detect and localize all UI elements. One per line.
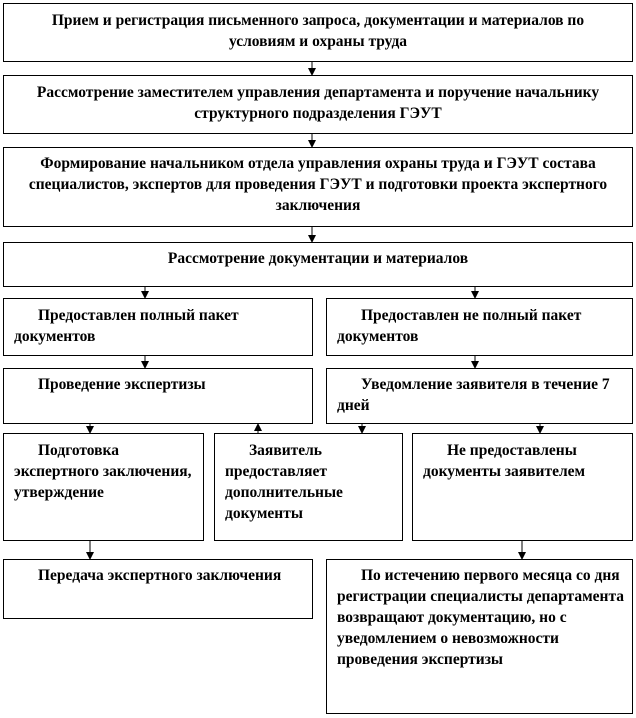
step-deputy-review	[3, 75, 633, 134]
step-deputy-review-text: Рассмотрение заместителем управления департамента и поручение начальнику структурного подразделения ГЭУТ	[36, 84, 600, 122]
step-form-experts-text: Формирование начальником отдела управления охраны труда и ГЭУТ состава специалистов, экспертов для проведения ГЭУТ и подготовки проекта экспертного заключения	[28, 155, 608, 214]
expertise-text: Проведение экспертизы	[38, 376, 206, 393]
full-package-text: Предоставлен полный пакет документов	[14, 307, 239, 345]
step-review-docs	[3, 242, 633, 287]
step-review-docs-text: Рассмотрение документации и материалов	[167, 250, 469, 267]
return-docs-text: По истечению первого месяца со дня регистрации специалисты департамента возвращают документацию, но с уведомлением о невозможности проведения экспертизы	[337, 567, 625, 668]
partial-package-box	[326, 298, 633, 356]
applicant-additional-docs-text: Заявитель предоставляет дополнительные документы	[225, 442, 343, 522]
expertise-box	[3, 368, 313, 424]
partial-package-text: Предоставлен не полный пакет документов	[337, 307, 582, 345]
notify-applicant-text: Уведомление заявителя в течение 7 дней	[337, 376, 610, 414]
step-form-experts	[3, 147, 633, 227]
transfer-conclusion-text: Передача экспертного заключения	[38, 567, 282, 584]
transfer-conclusion-box	[3, 559, 313, 619]
full-package-box	[3, 298, 313, 356]
notify-applicant-box	[326, 368, 633, 424]
prepare-conclusion-text: Подготовка экспертного заключения, утверждение	[14, 442, 192, 501]
step-receive-registration	[3, 3, 633, 62]
prepare-conclusion-box	[3, 433, 204, 541]
return-docs-box	[326, 559, 633, 714]
docs-not-provided-text: Не предоставлены документы заявителем	[423, 442, 586, 480]
step-receive-registration-text: Прием и регистрация письменного запроса, документации и материалов по условиям и охраны труда	[51, 12, 585, 50]
docs-not-provided-box	[412, 433, 633, 541]
applicant-additional-docs-box	[214, 433, 403, 541]
